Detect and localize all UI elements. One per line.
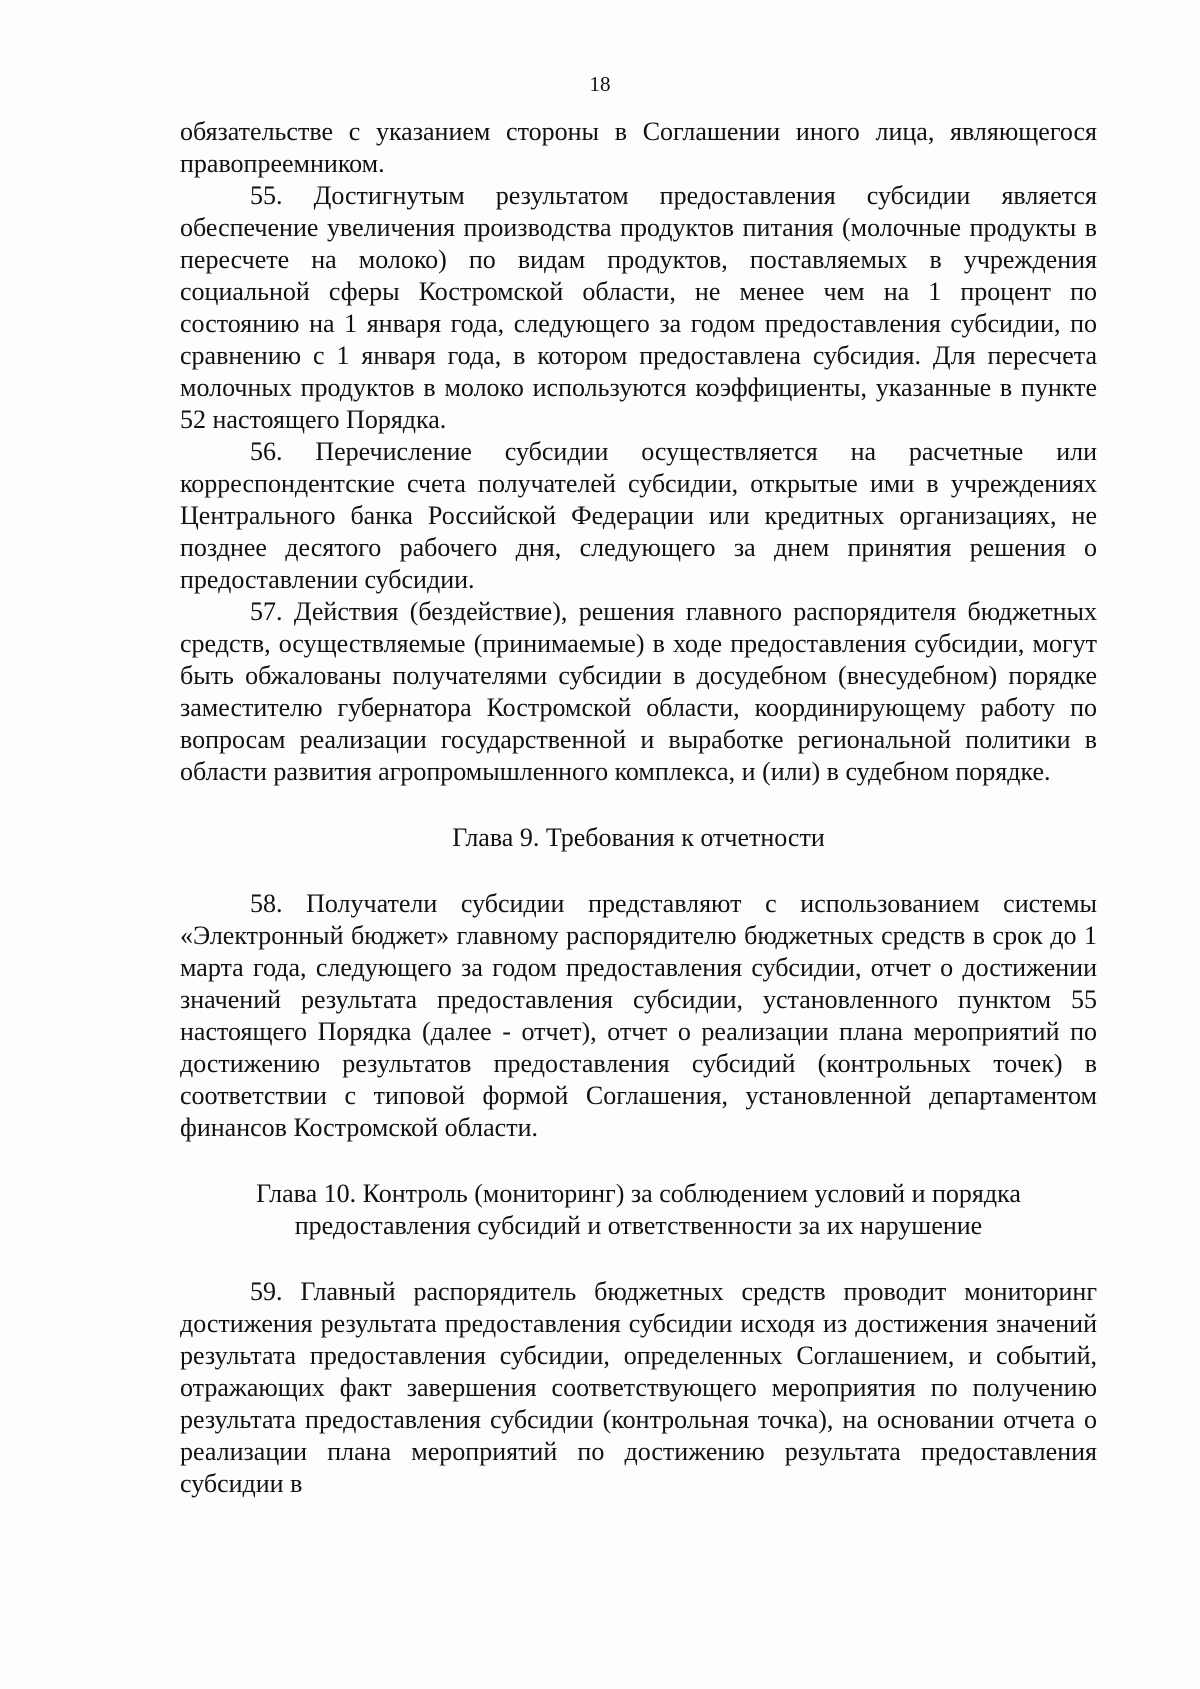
- paragraph-55: 55. Достигнутым результатом предоставления субсидии является обеспечение увеличения производства продуктов питания (молочные продукты в пересчете на молоко) по видам продуктов, поставляемых в учреждения социальной сферы Костромской области, не менее чем на 1 процент по состоянию на 1 января года, следующего за годом предоставления субсидии, по сравнению с 1 января года, в котором предоставлена субсидия. Для пересчета молочных продуктов в молоко используются коэффициенты, указанные в пункте 52 настоящего Порядка.: [180, 181, 1097, 434]
- paragraph-56: 56. Перечисление субсидии осуществляется на расчетные или корреспондентские счета получателей субсидии, открытые ими в учреждениях Центрального банка Российской Федерации или кредитных организациях, не позднее десятого рабочего дня, следующего за днем принятия решения о предоставлении субсидии.: [180, 437, 1097, 594]
- chapter-10-heading-line-2: предоставления субсидий и ответственности за их нарушение: [294, 1211, 983, 1240]
- chapter-9-heading: Глава 9. Требования к отчетности: [452, 823, 825, 852]
- paragraph-58: 58. Получатели субсидии представляют с использованием системы «Электронный бюджет» главному распорядителю бюджетных средств в срок до 1 марта года, следующего за годом предоставления субсидии, отчет о достижении значений результата предоставления субсидии, установленного пунктом 55 настоящего Порядка (далее - отчет), отчет о реализации плана мероприятий по достижению результатов предоставления субсидий (контрольных точек) в соответствии с типовой формой Соглашения, установленной департаментом финансов Костромской области.: [180, 889, 1097, 1142]
- paragraph-57: 57. Действия (бездействие), решения главного распорядителя бюджетных средств, осуществляемые (принимаемые) в ходе предоставления субсидии, могут быть обжалованы получателями субсидии в досудебном (внесудебном) порядке заместителю губернатора Костромской области, координирующему работу по вопросам реализации государственной и выработке региональной политики в области развития агропромышленного комплекса, и (или) в судебном порядке.: [180, 597, 1097, 786]
- paragraph-59: 59. Главный распорядитель бюджетных средств проводит мониторинг достижения результата предоставления субсидии исходя из достижения значений результата предоставления субсидии, определенных Соглашением, и событий, отражающих факт завершения соответствующего мероприятия по получению результата предоставления субсидии (контрольная точка), на основании отчета о реализации плана мероприятий по достижению результата предоставления субсидии в: [180, 1277, 1097, 1498]
- page-number: 18: [589, 72, 611, 96]
- chapter-10-heading-line-1: Глава 10. Контроль (мониторинг) за соблюдением условий и порядка: [256, 1179, 1021, 1208]
- paragraph-continuation: обязательстве с указанием стороны в Соглашении иного лица, являющегося правопреемником.: [180, 117, 1097, 178]
- document-body: [180, 116, 1097, 1500]
- chapter-10-heading: [180, 1178, 1097, 1242]
